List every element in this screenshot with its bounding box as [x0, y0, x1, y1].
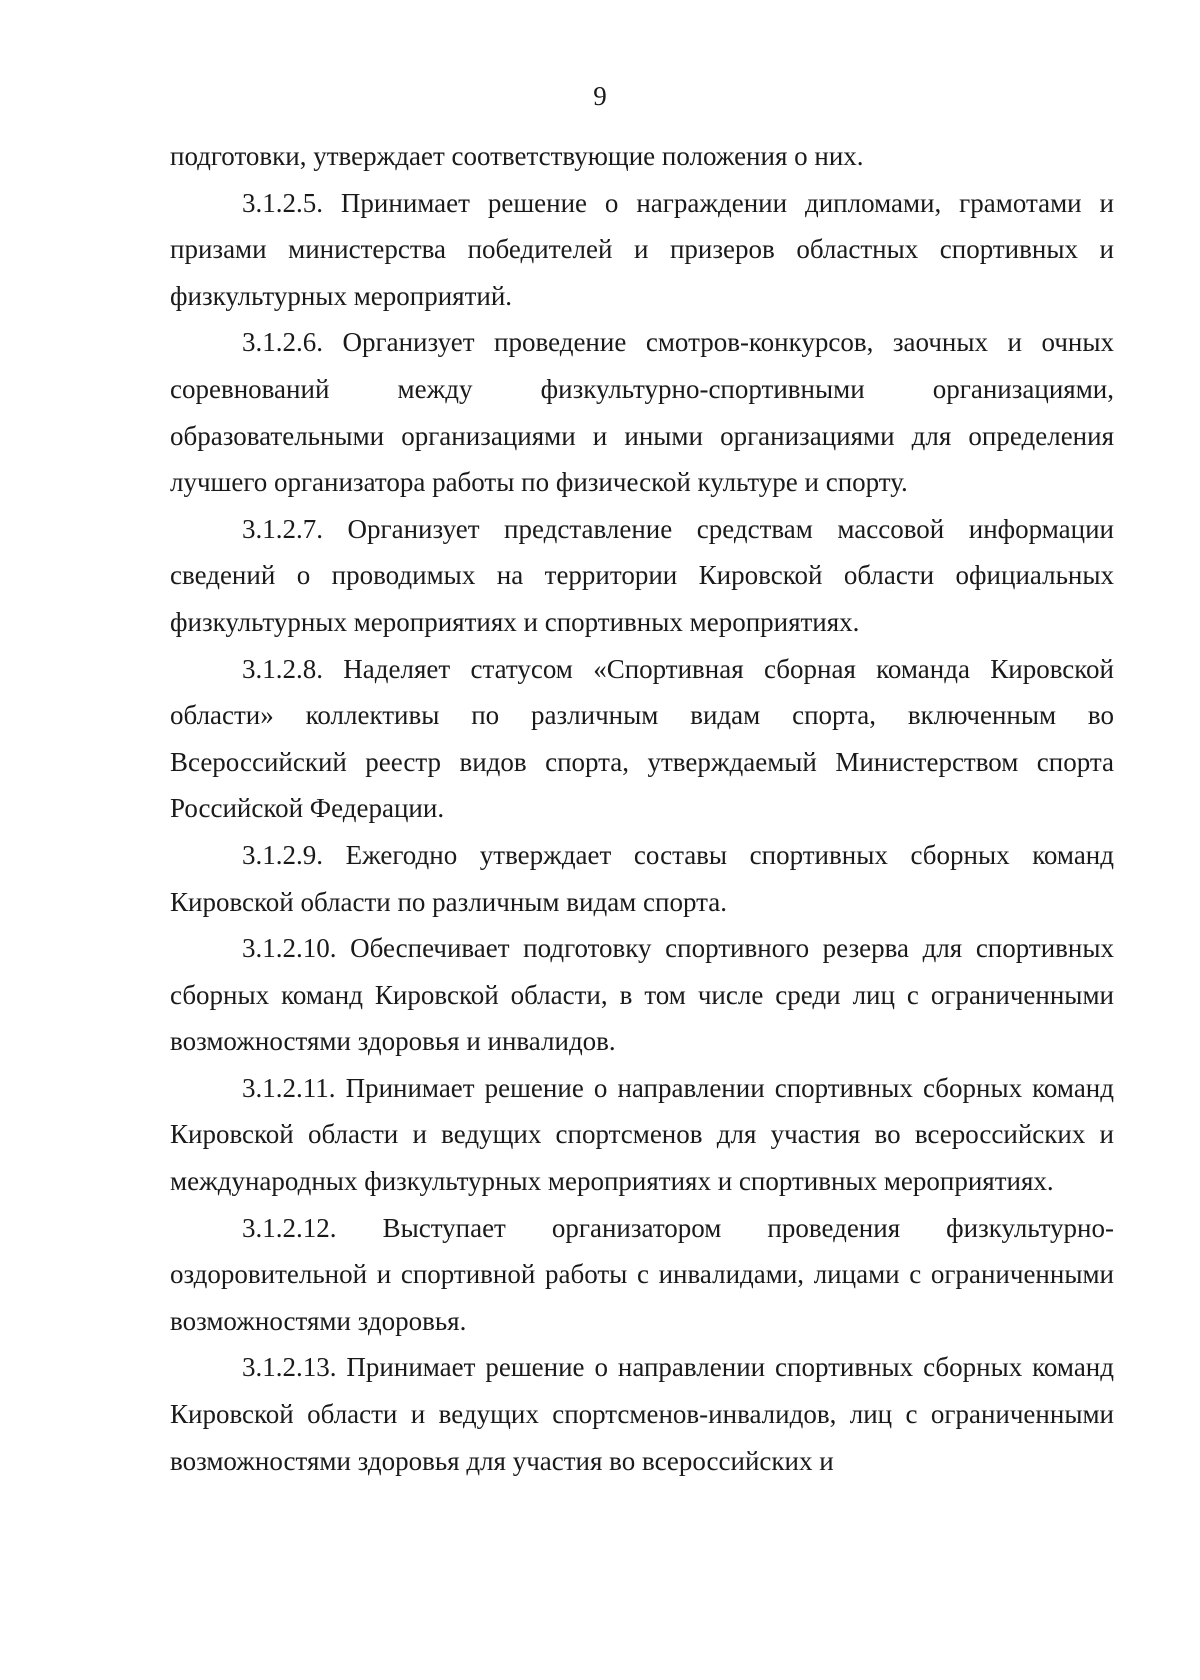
page-number: 9: [593, 81, 607, 111]
paragraph-3-1-2-8: 3.1.2.8. Наделяет статусом «Спортивная сборная команда Кировской области» коллективы по различным видам спорта, включенным во Всероссийский реестр видов спорта, утверждаемый Министерством спорта Российской Федерации.: [170, 653, 1114, 824]
paragraph-3-1-2-9: 3.1.2.9. Ежегодно утверждает составы спортивных сборных команд Кировской области по различным видам спорта.: [170, 839, 1114, 917]
paragraph-3-1-2-11: 3.1.2.11. Принимает решение о направлении спортивных сборных команд Кировской области и ведущих спортсменов для участия во всероссийских и международных физкультурных мероприятиях и спортивных мероприятиях.: [170, 1072, 1114, 1197]
paragraph-3-1-2-6: 3.1.2.6. Организует проведение смотров-конкурсов, заочных и очных соревнований между физкультурно-спортивными организациями, образовательными организациями и иными организациями для определения лучшего организатора работы по физической культуре и спорту.: [170, 327, 1114, 498]
document-body: [170, 133, 1114, 1484]
paragraph-3-1-2-12: 3.1.2.12. Выступает организатором проведения физкультурно-оздоровительной и спортивной работы с инвалидами, лицами с ограниченными возможностями здоровья.: [170, 1212, 1114, 1336]
paragraph-3-1-2-7: 3.1.2.7. Организует представление средствам массовой информации сведений о проводимых на территории Кировской области официальных физкультурных мероприятиях и спортивных мероприятиях.: [170, 513, 1114, 637]
paragraph-3-1-2-13: 3.1.2.13. Принимает решение о направлении спортивных сборных команд Кировской области и ведущих спортсменов-инвалидов, лиц с ограниченными возможностями здоровья для участия во всероссийских и: [170, 1352, 1114, 1476]
paragraph-continuation: подготовки, утверждает соответствующие положения о них.: [170, 141, 864, 171]
paragraph-3-1-2-10: 3.1.2.10. Обеспечивает подготовку спортивного резерва для спортивных сборных команд Кировской области, в том числе среди лиц с ограниченными возможностями здоровья и инвалидов.: [170, 933, 1114, 1057]
paragraph-3-1-2-5: 3.1.2.5. Принимает решение о награждении дипломами, грамотами и призами министерства победителей и призеров областных спортивных и физкультурных мероприятий.: [170, 187, 1114, 311]
